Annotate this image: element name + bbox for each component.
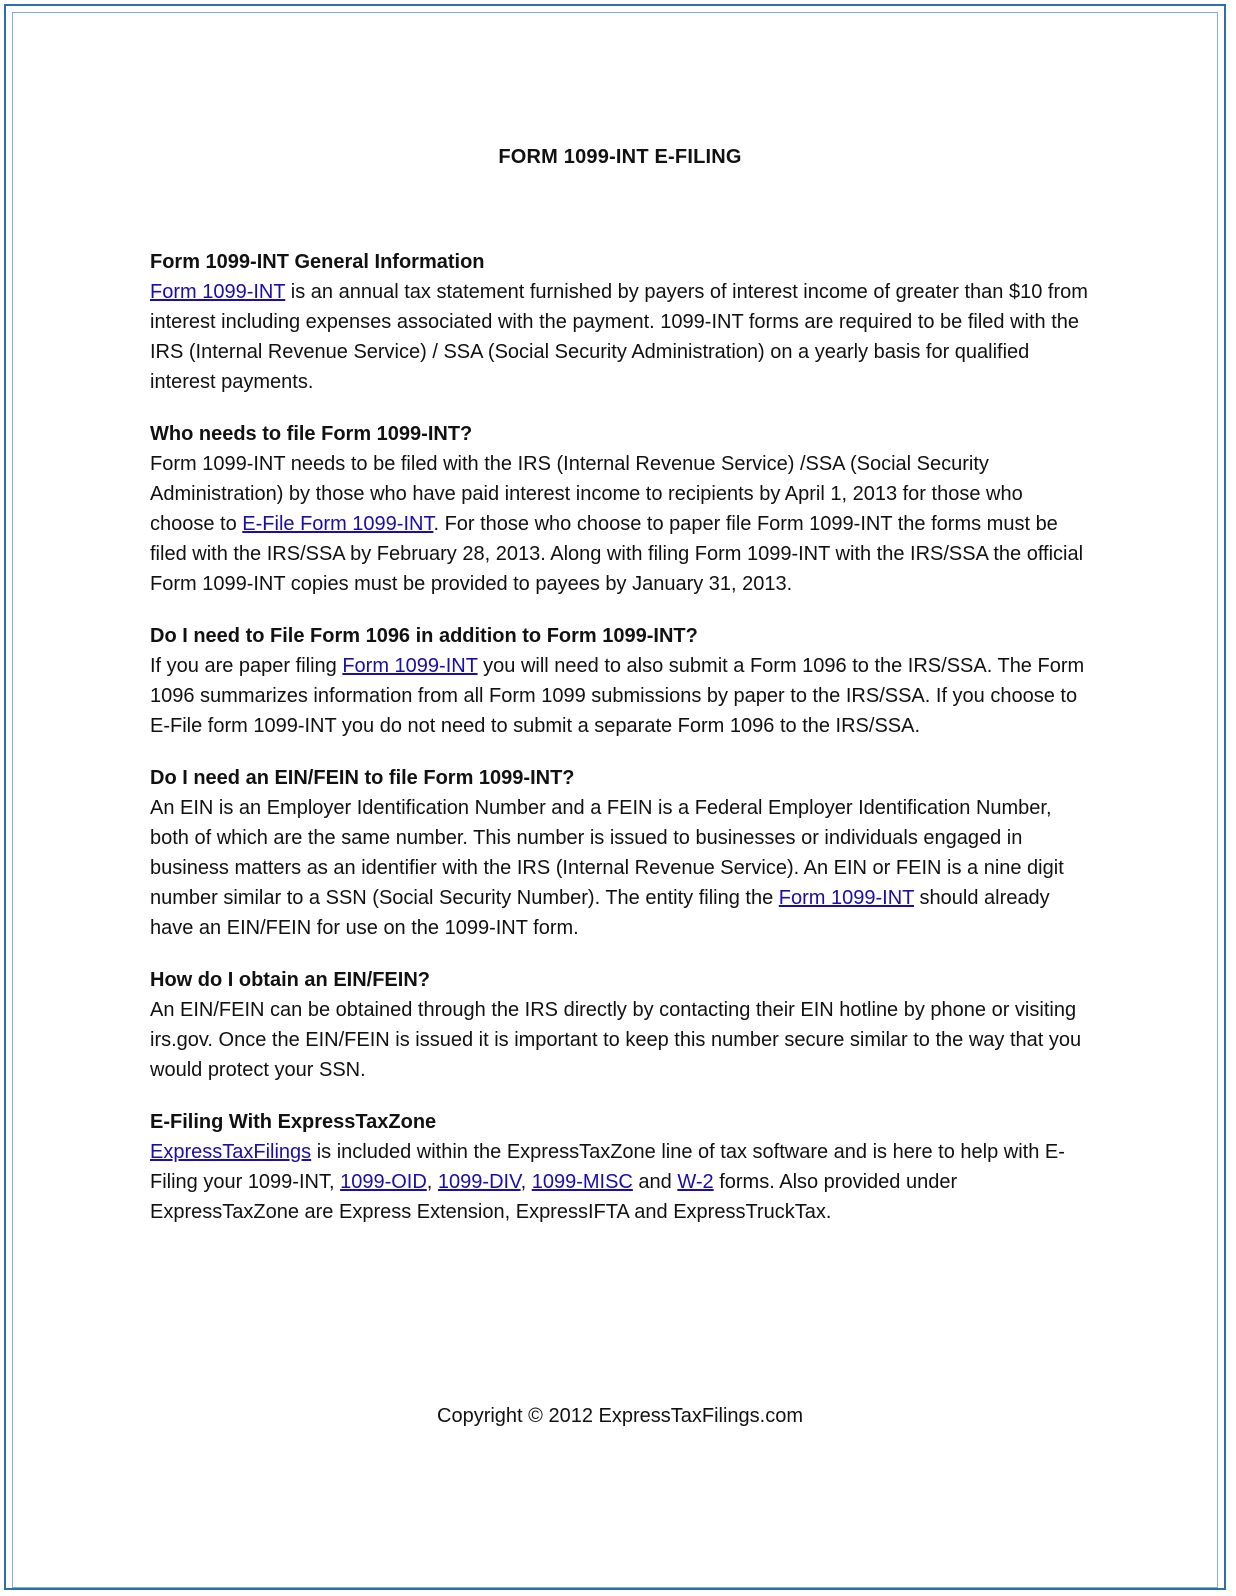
form-w2-link[interactable]: W-2: [677, 1171, 714, 1193]
section-heading: Who needs to file Form 1099-INT?: [150, 423, 473, 445]
section-body: [150, 793, 1090, 943]
section-body: [150, 277, 1090, 397]
section-heading: E-Filing With ExpressTaxZone: [150, 1111, 437, 1133]
form-1099-int-link[interactable]: Form 1099-INT: [150, 281, 286, 303]
section-general-information: [150, 247, 1090, 397]
body-text: forms. Also provided under ExpressTaxZone are Express Extension, ExpressIFTA and ExpressTruckTax.: [150, 1171, 958, 1223]
separator: and: [632, 1171, 678, 1193]
body-text: An EIN is an Employer Identification Number and a FEIN is a Federal Employer Identification Number, both of which are the same number. This number is issued to businesses or individuals engaged in business matters as an identifier with the IRS (Internal Revenue Service). An EIN or FEIN is a nine digit number similar to a SSN (Social Security Number). The entity filing the: [150, 797, 1064, 909]
section-form-1096: [150, 621, 1090, 741]
efile-form-1099-int-link[interactable]: E-File Form 1099-INT: [242, 513, 434, 535]
document-page: [150, 146, 1090, 1249]
section-body: [150, 1137, 1090, 1227]
section-heading: Do I need an EIN/FEIN to file Form 1099-INT?: [150, 767, 575, 789]
section-body: [150, 449, 1090, 599]
form-1099-div-link[interactable]: 1099-DIV: [437, 1171, 521, 1193]
body-text: is an annual tax statement furnished by payers of interest income of greater than $10 from interest including expenses associated with the payment. 1099-INT forms are required to be filed with the IRS (Internal Revenue Service) / SSA (Social Security Administration) on a yearly basis for qualified interest payments.: [150, 281, 1088, 393]
separator: ,: [426, 1171, 438, 1193]
section-heading: How do I obtain an EIN/FEIN?: [150, 969, 430, 991]
section-body: [150, 651, 1090, 741]
body-text: Form 1099-INT needs to be filed with the IRS (Internal Revenue Service) /SSA (Social Security Administration) by those who have paid interest income to recipients by April 1, 2013 for those who choose to: [150, 453, 1023, 535]
form-1099-misc-link[interactable]: 1099-MISC: [531, 1171, 633, 1193]
separator: ,: [520, 1171, 532, 1193]
body-text: . For those who choose to paper file Form 1099-INT the forms must be filed with the IRS/SSA by February 28, 2013. Along with filing Form 1099-INT with the IRS/SSA the official Form 1099-INT copies must be provided to payees by January 31, 2013.: [150, 513, 1084, 595]
section-efiling-expresstaxzone: [150, 1107, 1090, 1227]
section-body: An EIN/FEIN can be obtained through the IRS directly by contacting their EIN hotline by phone or visiting irs.gov. Once the EIN/FEIN is issued it is important to keep this number secure similar to the way that you would protect your SSN.: [150, 999, 1082, 1081]
body-text: is included within the ExpressTaxZone line of tax software and is here to help with E-Filing your 1099-INT,: [150, 1141, 1065, 1193]
form-1099-oid-link[interactable]: 1099-OID: [340, 1171, 427, 1193]
section-who-needs-to-file: [150, 419, 1090, 599]
body-text: should already have an EIN/FEIN for use on the 1099-INT form.: [150, 887, 1050, 939]
copyright-footer: Copyright © 2012 ExpressTaxFilings.com: [437, 1405, 803, 1427]
form-1099-int-link[interactable]: Form 1099-INT: [778, 887, 914, 909]
document-title: FORM 1099-INT E-FILING: [498, 146, 742, 168]
expresstaxfilings-link[interactable]: ExpressTaxFilings: [150, 1141, 312, 1163]
section-obtain-ein: [150, 965, 1090, 1085]
form-1099-int-link[interactable]: Form 1099-INT: [342, 655, 478, 677]
body-text: If you are paper filing: [150, 655, 343, 677]
section-heading: Form 1099-INT General Information: [150, 251, 485, 273]
section-ein-fein: [150, 763, 1090, 943]
body-text: you will need to also submit a Form 1096 to the IRS/SSA. The Form 1096 summarizes information from all Form 1099 submissions by paper to the IRS/SSA. If you choose to E-File form 1099-INT you do not need to submit a separate Form 1096 to the IRS/SSA.: [150, 655, 1085, 737]
section-heading: Do I need to File Form 1096 in addition to Form 1099-INT?: [150, 625, 698, 647]
